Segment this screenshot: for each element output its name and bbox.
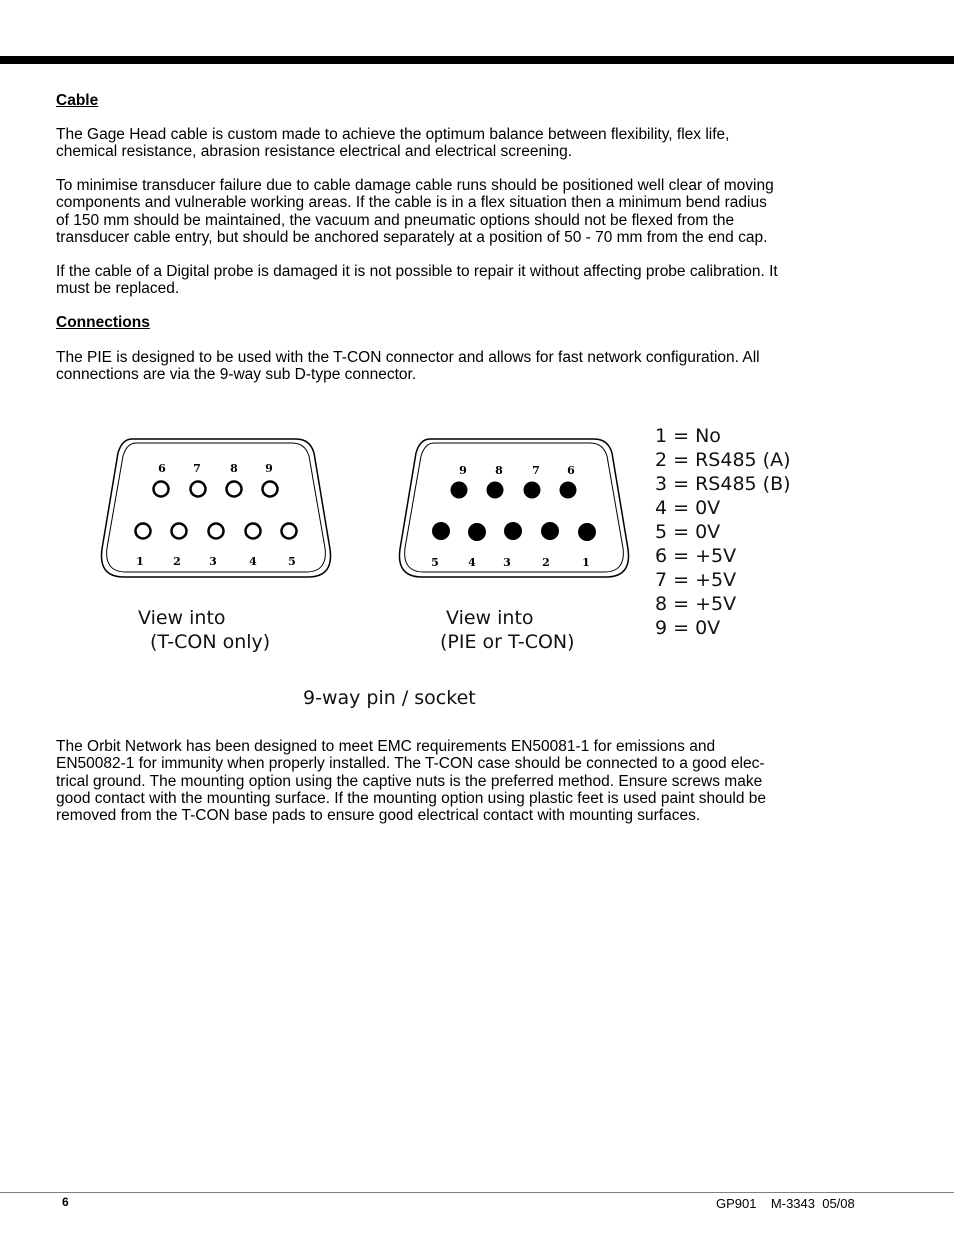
cable-paragraph-1 [56,126,876,161]
connections-heading: Connections [56,314,150,331]
legend-item: 3 = RS485 (B) [655,473,791,495]
pin-2 [541,522,559,540]
pin-label: 6 [567,464,575,477]
pin-label: 3 [209,555,217,568]
socket-hole-7 [191,482,206,497]
pin-label: 1 [582,556,590,569]
text-line: The Gage Head cable is custom made to achieve the optimum balance between flexibility, flex life, [56,126,730,143]
pin-label: 2 [173,555,181,568]
pin-label: 5 [431,556,439,569]
pin-label: 4 [249,555,257,568]
pin-label: 3 [503,556,511,569]
pin-label: 6 [158,462,166,475]
pin-label: 8 [230,462,238,475]
cable-paragraph-2 [56,177,876,246]
connections-paragraph [56,349,876,384]
legend-item: 4 = 0V [655,497,721,519]
pin-label: 7 [193,462,201,475]
left-caption-line2: (T-CON only) [150,631,271,653]
text-line: connections are via the 9-way sub D-type connector. [56,366,417,384]
pin-7 [524,482,541,499]
socket-hole-8 [227,482,242,497]
pin-label: 9 [459,464,467,477]
legend-item: 7 = +5V [655,569,737,591]
text-line: chemical resistance, abrasion resistance electrical and electrical screening. [56,143,573,161]
right-connector-pins [432,482,596,542]
socket-hole-6 [154,482,169,497]
connector-diagram-svg [90,415,810,725]
document-reference: GP901 M-3343 05/08 [716,1196,855,1211]
pin-label: 7 [532,464,540,477]
text-line: If the cable of a Digital probe is damaged it is not possible to repair it without affecting probe calibration. It [56,263,778,280]
pin-label: 5 [288,555,296,568]
header-rule [0,56,954,64]
left-caption-line1: View into [138,607,226,629]
right-caption-line1: View into [446,607,534,629]
right-pin-labels [431,464,590,569]
footer-rule [0,1192,954,1193]
emc-paragraph [56,738,876,824]
text-line: removed from the T-CON base pads to ensure good electrical contact with mounting surfaces. [56,807,701,825]
text-line: The Orbit Network has been designed to meet EMC requirements EN50081-1 for emissions and [56,738,716,755]
pin-3 [504,522,522,540]
pin-6 [560,482,577,499]
text-line: EN50082-1 for immunity when properly installed. The T-CON case should be connected to a good elec- [56,755,765,773]
legend-item: 5 = 0V [655,521,721,543]
pin-8 [487,482,504,499]
pin-label: 2 [542,556,550,569]
text-line: components and vulnerable working areas. If the cable is in a flex situation then a minimum bend radius [56,194,767,212]
pin-label: 9 [265,462,273,475]
text-line: transducer cable entry, but should be anchored separately at a position of 50 - 70 mm from the end cap. [56,228,768,246]
legend-item: 6 = +5V [655,545,737,567]
socket-hole-4 [246,524,261,539]
pin-4 [468,523,486,541]
text-line: To minimise transducer failure due to cable damage cable runs should be positioned well clear of moving [56,177,774,194]
legend-item: 1 = No [655,425,721,447]
cable-paragraph-3 [56,263,876,298]
text-line: The PIE is designed to be used with the T-CON connector and allows for fast network configuration. All [56,349,760,366]
pin-1 [578,523,596,541]
right-caption-line2: (PIE or T-CON) [440,631,575,653]
left-connector-pins [136,482,297,539]
pin-label: 1 [136,555,144,568]
pin-5 [432,522,450,540]
socket-hole-1 [136,524,151,539]
text-line: must be replaced. [56,280,180,298]
text-line: good contact with the mounting surface. If the mounting option using plastic feet is used paint should be [56,789,767,807]
text-line: trical ground. The mounting option using the captive nuts is the preferred method. Ensure screws make [56,772,763,790]
pin-9 [451,482,468,499]
cable-heading: Cable [56,92,99,109]
connector-diagram [90,415,810,725]
legend-item: 2 = RS485 (A) [655,449,791,471]
pin-label: 4 [468,556,476,569]
legend-item: 8 = +5V [655,593,737,615]
connector-captions [138,607,575,653]
socket-hole-9 [263,482,278,497]
page-number: 6 [62,1195,69,1209]
legend-item: 9 = 0V [655,617,721,639]
socket-hole-2 [172,524,187,539]
diagram-title: 9-way pin / socket [303,687,476,709]
socket-hole-3 [209,524,224,539]
text-line: of 150 mm should be maintained, the vacuum and pneumatic options should not be flexed from the [56,211,735,229]
pin-legend [655,425,791,639]
socket-hole-5 [282,524,297,539]
pin-label: 8 [495,464,503,477]
left-pin-labels [136,462,296,568]
